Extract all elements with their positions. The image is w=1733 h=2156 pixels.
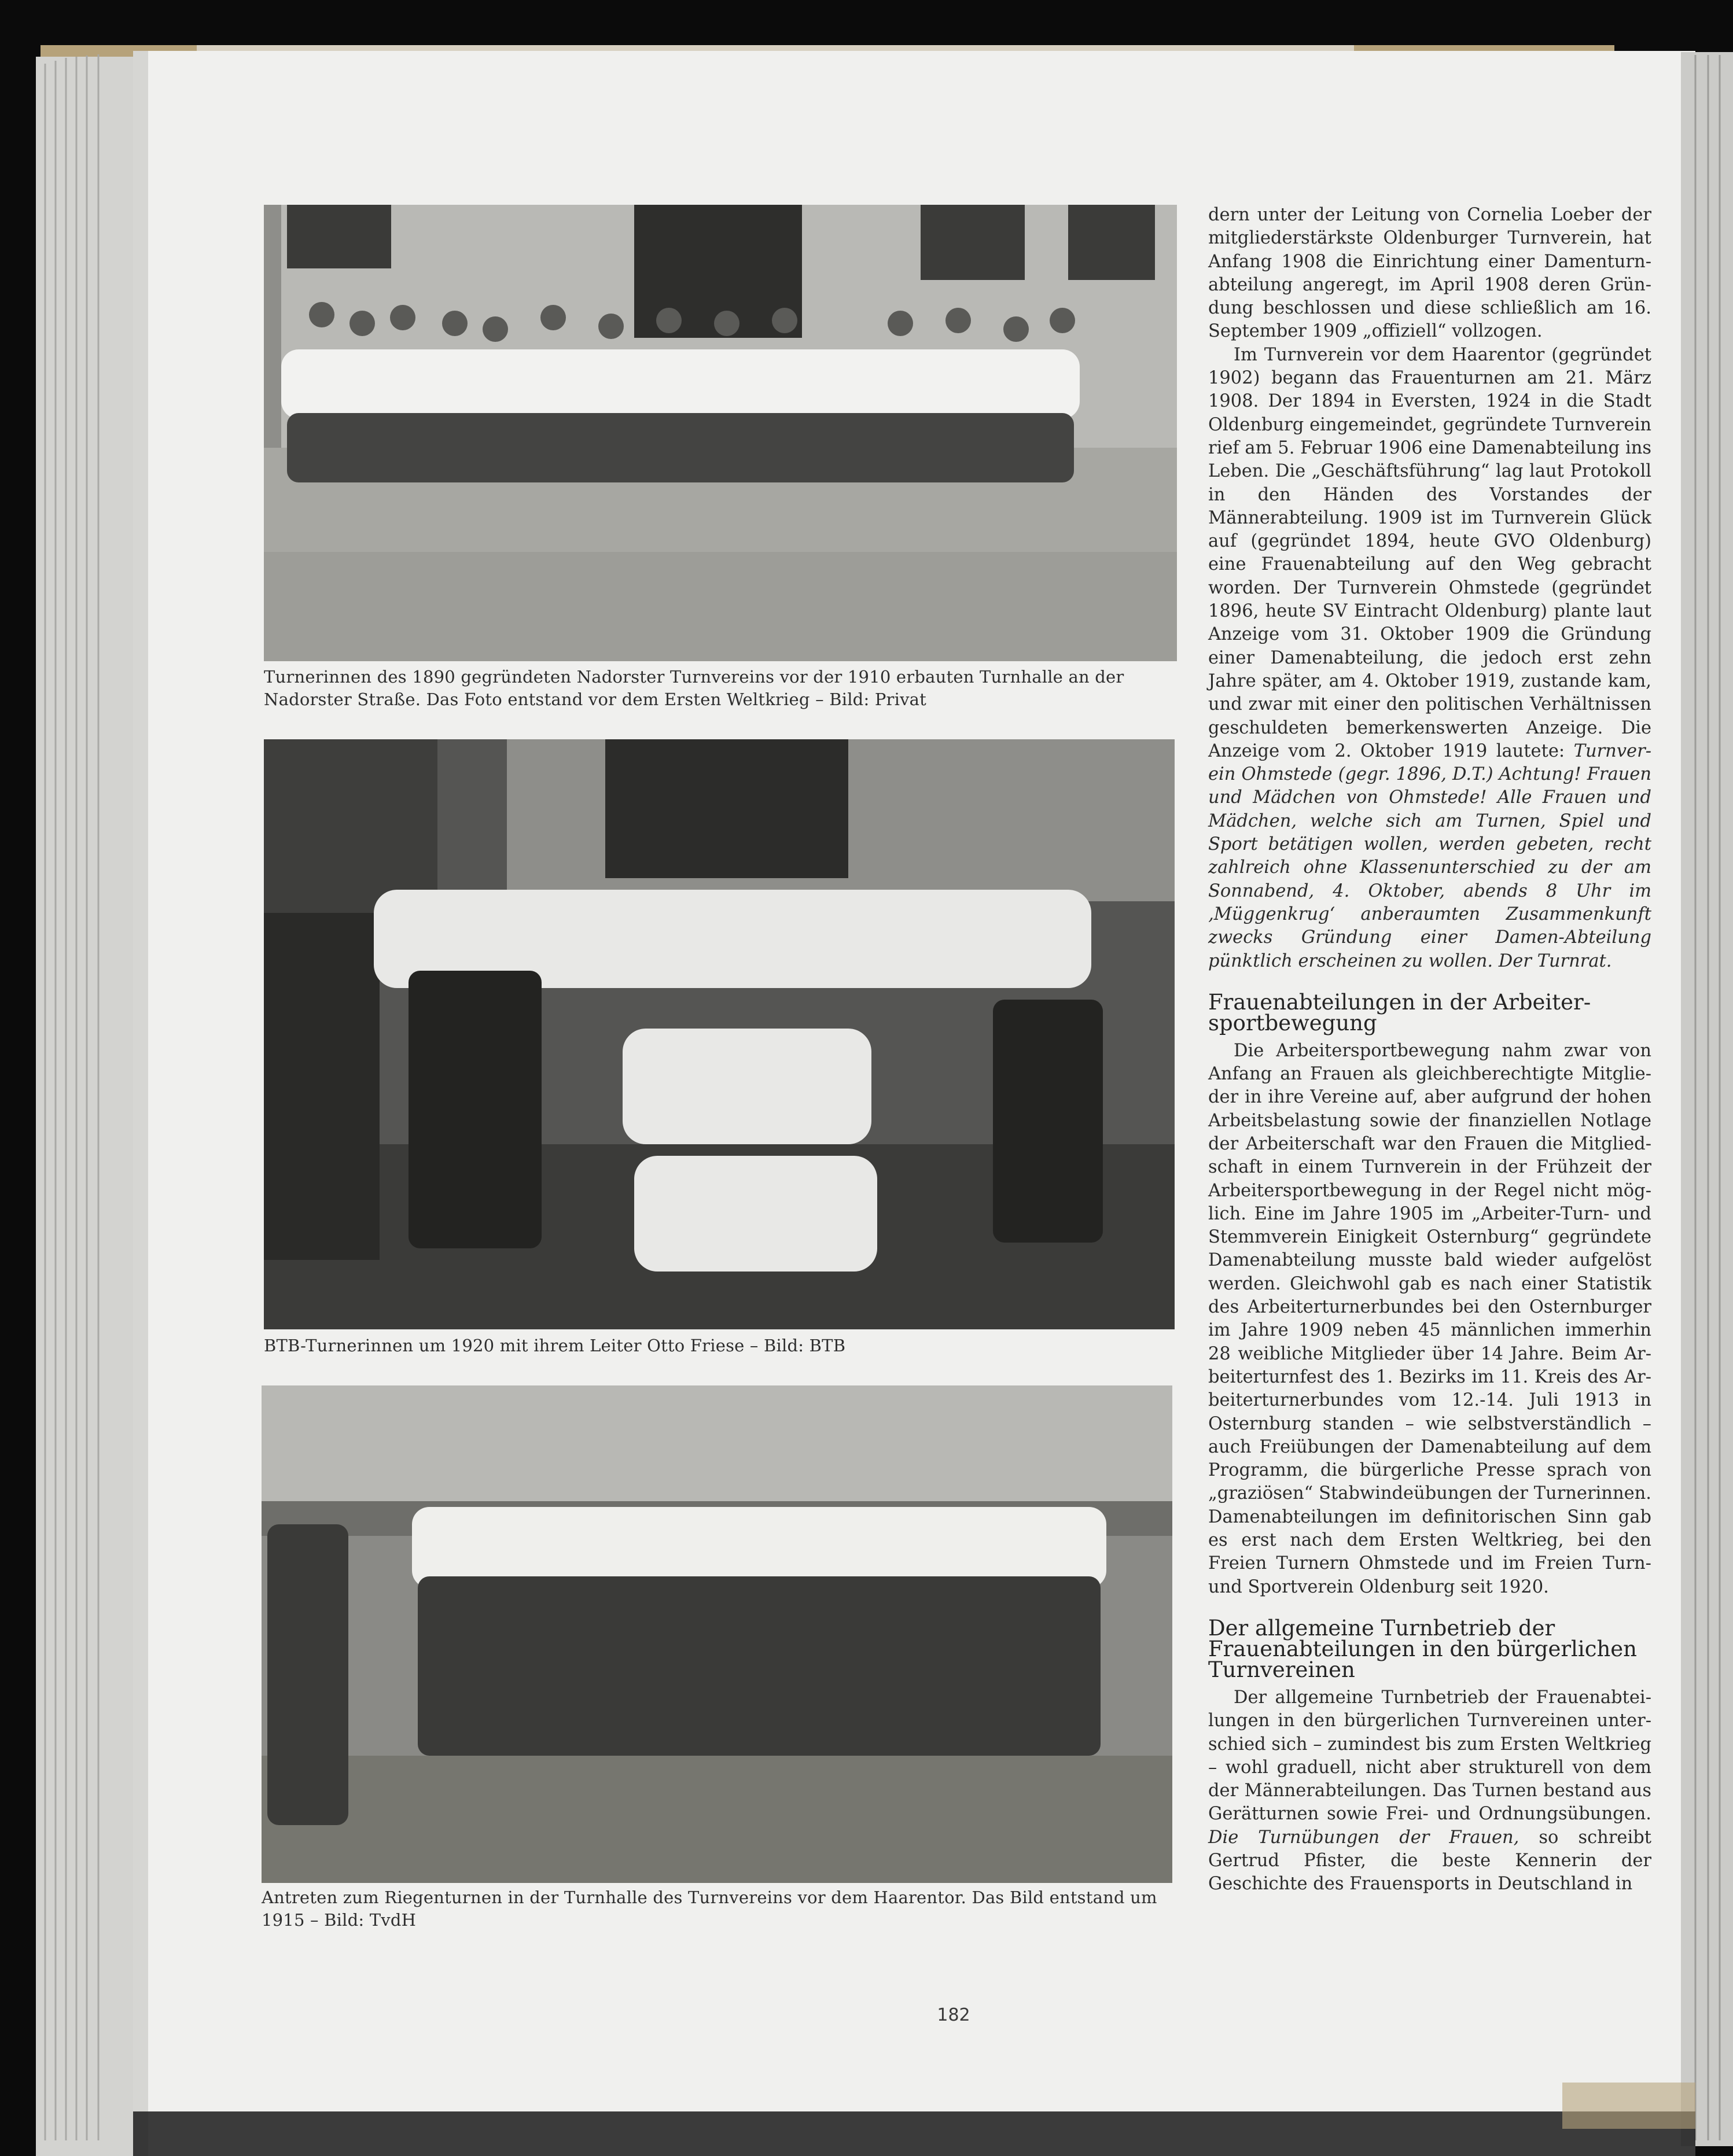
paragraph-turnbetrieb-tail: so schreibt Gertrud Pfister, die beste Kennerin der Geschichte des Frauensports in Deutschland in xyxy=(1208,1827,1651,1895)
paragraph-turnbetrieb-quote: Die Turnübungen der Frauen, xyxy=(1208,1827,1519,1848)
newspaper-quote: Turnverein Ohmstede (gegr. 1896, D.T.) Achtung! Frauen und Mädchen von Ohmstede! Alle Frauen und Mädchen, welche sich am Turnen, Spiel und Sport betätigen wollen, werden gebeten, recht zahlreich ohne Klassenunterschied zu der am Sonnabend, 4. Oktober, abends 8 Uhr im ‚Müggenkrug‘ anberaumten Zusammenkunft zwecks Gründung einer Damen-Abteilung pünktlich erscheinen zu wollen. Der Turnrat. xyxy=(1208,740,1651,971)
paragraph-damenturnabteilung: dern unter der Leitung von Cornelia Loeber der mitgliederstärkste Oldenburger Turnverein, hat Anfang 1908 die Einrichtung einer Damenturnabteilung angeregt, im April 1908 deren Gründung beschlossen und diese schließlich am 16. September 1909 „offiziell“ vollzogen. xyxy=(1208,205,1651,342)
paragraph-haarentor xyxy=(1208,344,1651,973)
page-number: 182 xyxy=(937,2005,970,2025)
photo-haarentor-gymnasts xyxy=(262,1385,1172,1883)
photo-caption-2: BTB-Turnerinnen um 1920 mit ihrem Leiter Otto Friese – Bild: BTB xyxy=(264,1336,846,1355)
paragraph-haarentor-text: Im Turnverein vor dem Haarentor (gegründet 1902) begann das Frauenturnen am 21. März 1908. Der 1894 in Eversten, 1924 in die Stadt Oldenburg eingemeindet, gegründete Turnverein rief am 5. Februar 1906 eine Damenabteilung ins Leben. Die „Geschäftsführung“ lag laut Protokoll in den Händen des Vorstandes der Männerabteilung. 1909 ist im Turnverein Glück auf (gegründet 1894, heute GVO Oldenburg) eine Frauenabteilung auf den Weg gebracht worden. Der Turnverein Ohmstede (gegründet 1896, heute SV Eintracht Oldenburg) plante laut Anzeige vom 31. Oktober 1909 die Gründung einer Damenabteilung, die jedoch erst zehn Jahre später, am 4. Oktober 1919, zustande kam, und zwar mit einer den politischen Verhältnissen geschuldeten bemerkenswerten Anzeige. Die Anzeige vom 2. Oktober 1919 lautete: xyxy=(1208,344,1651,761)
heading-arbeitersport: Frauenabteilungen in der Arbeitersportbewegung xyxy=(1208,989,1591,1035)
paragraph-turnbetrieb xyxy=(1208,1686,1651,1896)
paragraph-turnbetrieb-text: Der allgemeine Turnbetrieb der Frauenabteilungen in den bürgerlichen Turnvereinen unterschied sich – zumindest bis zum Ersten Weltkrieg – wohl graduell, nicht aber strukturell von dem der Männerabteilungen. Das Turnen bestand aus Gerätturnen sowie Frei- und Ordnungsübungen. xyxy=(1208,1687,1651,1825)
article-text-column xyxy=(1208,204,1651,1896)
heading-turnbetrieb: Der allgemeine Turnbetrieb der Frauenabteilungen in den bürgerlichen Turnvereinen xyxy=(1208,1615,1637,1682)
photo-caption-1: Turnerinnen des 1890 gegründeten Nadorster Turnvereins vor der 1910 erbauten Turnhalle an der Nadorster Straße. Das Foto entstand vor dem Ersten Weltkrieg – Bild: Privat xyxy=(264,667,1124,709)
photo-btb-gymnasts xyxy=(264,739,1175,1329)
photo-caption-3: Antreten zum Riegenturnen in der Turnhalle des Turnvereins vor dem Haarentor. Das Bild entstand um 1915 – Bild: TvdH xyxy=(262,1888,1157,1930)
photo-nadorster-gymnasts xyxy=(264,205,1177,661)
paragraph-arbeitersport: Die Arbeitersportbewegung nahm zwar von Anfang an Frauen als gleichberechtigte Mitglieder in ihre Vereine auf, aber aufgrund der hohen Arbeitsbelastung sowie der finanziellen Notlage der Arbeiterschaft war den Frauen die Mitgliedschaft in einem Turnverein in der Frühzeit der Arbeitersportbewegung in der Regel nicht möglich. Eine im Jahre 1905 im „Arbeiter-Turn- und Stemmverein Einigkeit Osternburg“ gegründete Damenabteilung musste bald wieder aufgelöst werden. Gleichwohl gab es nach einer Statistik des Arbeiterturnerbundes bei den Osternburger im Jahre 1909 neben 45 männlichen immerhin 28 weibliche Mitglieder über 14 Jahre. Beim Arbeiterturnfest des 1. Bezirks im 11. Kreis des Arbeiterturnerbundes vom 12.-14. Juli 1913 in Osternburg standen – wie selbstverständlich – auch Freiübungen der Damenabteilung auf dem Programm, die bürgerliche Presse sprach von „graziösen“ Stabwindeübungen der Turnerinnen. Damenabteilungen im definitorischen Sinn gab es erst nach dem Ersten Weltkrieg, bei den Freien Turnern Ohmstede und im Freien Turn- und Sportverein Oldenburg seit 1920. xyxy=(1208,1040,1651,1597)
